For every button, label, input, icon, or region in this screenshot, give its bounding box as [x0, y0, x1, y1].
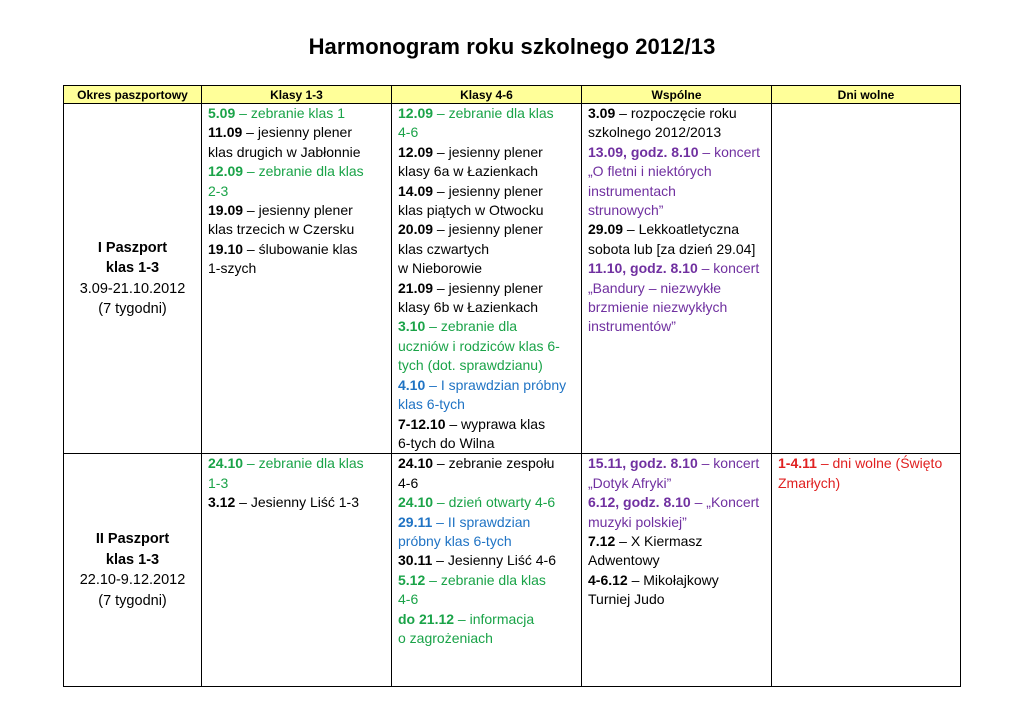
event-entry: 29.09 – Lekkoatletyczna sobota lub [za dzień 29.04]: [588, 221, 756, 257]
event-entry: 11.09 – jesienny plener klas drugich w Jabłonnie: [208, 124, 361, 160]
event-entry: 12.09 – zebranie dla klas 4-6: [398, 105, 554, 141]
table-row: [64, 104, 961, 454]
classes-4-6-cell: [392, 104, 582, 454]
classes-1-3-cell: [202, 104, 392, 454]
days-off-cell: [772, 104, 961, 454]
event-entry: 19.10 – ślubowanie klas 1-szych: [208, 240, 358, 277]
event-entry: 5.12 – zebranie dla klas 4-6: [398, 571, 546, 608]
event-entry: 29.11 – II sprawdzian próbny klas 6-tych: [398, 513, 531, 549]
header-classes-1-3: Klasy 1-3: [202, 86, 392, 104]
event-entry: 24.10 – dzień otwarty 4-6: [398, 494, 556, 511]
days-off-cell: [772, 454, 961, 687]
common-cell: [582, 104, 772, 454]
period-weeks: (7 tygodni): [98, 301, 167, 318]
header-classes-4-6: Klasy 4-6: [392, 86, 582, 104]
period-cell: [64, 104, 202, 454]
event-entry: 20.09 – jesienny plener klas czwartych w Nieborowie: [398, 221, 543, 277]
classes-1-3-cell: [202, 454, 392, 687]
event-entry: 5.09 – zebranie klas 1: [208, 105, 345, 121]
event-entry: 4.10 – I sprawdzian próbny klas 6-tych: [398, 376, 567, 413]
event-entry: 7.12 – X Kiermasz Adwentowy: [588, 532, 703, 569]
period-dates: 3.09-21.10.2012: [79, 280, 186, 297]
event-entry: 24.10 – zebranie zespołu 4-6: [398, 455, 555, 491]
event-entry: 11.10, godz. 8.10 – koncert „Bandury – niezwykłe brzmienie niezwykłych instrumentów”: [588, 260, 760, 335]
table-row: [64, 454, 961, 687]
event-entry: 12.09 – zebranie dla klas 2-3: [208, 163, 364, 199]
event-entry: 3.12 – Jesienny Liść 1-3: [208, 494, 359, 511]
period-weeks: (7 tygodni): [98, 592, 167, 609]
event-entry: 14.09 – jesienny plener klas piątych w Otwocku: [398, 182, 544, 219]
header-row: [64, 86, 961, 104]
event-entry: 3.10 – zebranie dla uczniów i rodziców klas 6- tych (dot. sprawdzianu): [398, 318, 560, 374]
event-entry: do 21.12 – informacja o zagrożeniach: [398, 610, 535, 646]
common-cell: [582, 454, 772, 687]
period-cell: [64, 454, 202, 687]
event-entry: 19.09 – jesienny plener klas trzecich w Czersku: [208, 202, 355, 238]
event-entry: 30.11 – Jesienny Liść 4-6: [398, 552, 556, 569]
period-dates: 22.10-9.12.2012: [79, 572, 186, 589]
period-name: II Paszport: [95, 531, 170, 548]
event-entry: 3.09 – rozpoczęcie roku szkolnego 2012/2013: [588, 105, 737, 141]
period-name: I Paszport: [97, 239, 168, 256]
period-classes: klas 1-3: [105, 551, 160, 568]
event-entry: 6.12, godz. 8.10 – „Koncert muzyki polskiej”: [588, 494, 760, 530]
event-entry: 4-6.12 – Mikołajkowy Turniej Judo: [588, 571, 719, 608]
header-period: Okres paszportowy: [64, 86, 202, 104]
header-common: Wspólne: [582, 86, 772, 104]
event-entry: 21.09 – jesienny plener klasy 6b w Łazienkach: [398, 279, 543, 316]
classes-4-6-cell: [392, 454, 582, 687]
event-entry: 7-12.10 – wyprawa klas 6-tych do Wilna: [398, 415, 546, 451]
page-title: Harmonogram roku szkolnego 2012/13: [308, 34, 716, 59]
period-classes: klas 1-3: [105, 260, 160, 277]
schedule-table: [63, 85, 961, 687]
header-days-off: Dni wolne: [772, 86, 961, 104]
event-entry: 24.10 – zebranie dla klas 1-3: [208, 455, 364, 491]
event-entry: 13.09, godz. 8.10 – koncert „O fletni i niektórych instrumentach strunowych”: [588, 143, 760, 219]
event-entry: 1-4.11 – dni wolne (Święto Zmarłych): [778, 455, 943, 491]
event-entry: 15.11, godz. 8.10 – koncert „Dotyk Afryki”: [588, 455, 760, 491]
event-entry: 12.09 – jesienny plener klasy 6a w Łazienkach: [398, 143, 543, 180]
